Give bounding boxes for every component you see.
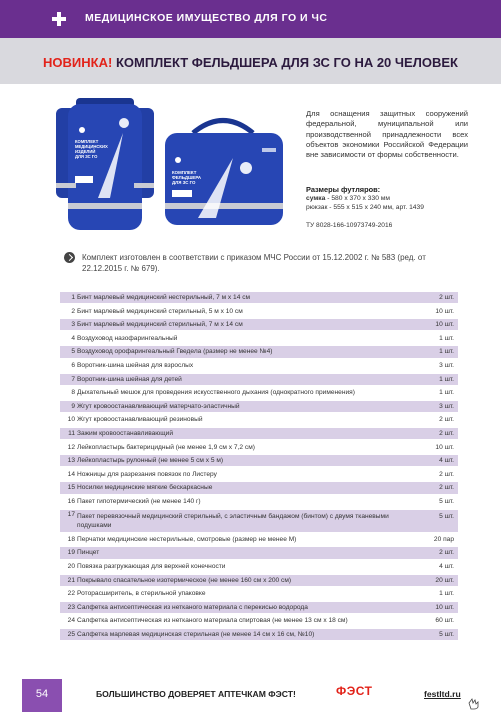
item-number: 15 xyxy=(67,484,75,492)
svg-text:КОМПЛЕКТ: КОМПЛЕКТ xyxy=(172,170,197,175)
item-quantity: 3 шт. xyxy=(439,402,454,410)
item-quantity: 1 шт. xyxy=(439,348,454,356)
bag-image xyxy=(165,121,283,226)
item-number: 11 xyxy=(68,429,75,437)
item-name: Пакет перевязочный медицинский стерильный, с эластичным бандажом (бинтом) с двумя тканевыми подушками xyxy=(77,512,389,529)
table-row xyxy=(60,547,458,558)
item-name: Салфетка антисептическая из нетканого материала спиртовая (не менее 13 см х 18 см) xyxy=(77,617,348,625)
item-number: 14 xyxy=(67,470,75,478)
table-row xyxy=(60,588,458,599)
item-quantity: 2 шт. xyxy=(439,484,454,492)
website-link[interactable]: festltd.ru xyxy=(424,689,461,699)
table-row xyxy=(60,615,458,626)
item-quantity: 2 шт. xyxy=(439,470,454,478)
item-number: 21 xyxy=(67,576,75,584)
item-name: Бинт марлевый медицинский стерильный, 5 м х 10 см xyxy=(77,307,243,315)
item-quantity: 2 шт. xyxy=(439,549,454,557)
item-name: Зажим кровоостанавливающий xyxy=(77,429,174,437)
item-number: 4 xyxy=(71,334,75,342)
item-quantity: 5 шт. xyxy=(439,497,454,505)
page-number: 54 xyxy=(35,688,49,700)
item-name: Салфетка антисептическая из нетканого материала с перекисью водорода xyxy=(77,603,308,611)
item-number: 2 xyxy=(71,307,75,315)
item-name: Пакет гипотермический (не менее 140 г) xyxy=(77,497,201,505)
svg-text:ДЛЯ ЗС ГО: ДЛЯ ЗС ГО xyxy=(172,180,196,185)
item-name: Лейкопластырь рулонный (не менее 5 см х 5 м) xyxy=(77,457,224,465)
item-number: 18 xyxy=(67,535,75,543)
footer-slogan: БОЛЬШИНСТВО ДОВЕРЯЕТ АПТЕЧКАМ ФЭСТ! xyxy=(96,689,296,699)
item-quantity: 2 шт. xyxy=(439,294,454,301)
table-row xyxy=(60,629,458,640)
item-quantity: 5 шт. xyxy=(439,512,454,520)
item-number: 20 xyxy=(67,562,75,570)
item-name: Воздуховод назофарингеальный xyxy=(77,334,178,342)
new-label: НОВИНКА! xyxy=(43,55,113,70)
svg-text:ИЗДЕЛИЙ: ИЗДЕЛИЙ xyxy=(75,149,96,154)
item-name: Бинт марлевый медицинский стерильный, 7 м х 14 см xyxy=(77,321,243,329)
item-quantity: 1 шт. xyxy=(439,590,454,598)
item-quantity: 60 шт. xyxy=(435,617,454,625)
table-row xyxy=(60,346,458,357)
svg-text:МЕДИЦИНСКИХ: МЕДИЦИНСКИХ xyxy=(75,144,108,149)
backpack-size: рюкзак - 555 x 515 x 240 мм, арт. 1439 xyxy=(306,204,424,211)
item-quantity: 10 шт. xyxy=(435,603,454,611)
item-number: 16 xyxy=(67,497,75,505)
item-quantity: 10 шт. xyxy=(435,443,454,451)
item-quantity: 1 шт. xyxy=(439,334,454,342)
item-name: Ножницы для разрезания повязок по Листеру xyxy=(77,470,217,478)
item-number: 9 xyxy=(71,402,75,410)
table-row xyxy=(60,401,458,412)
item-number: 22 xyxy=(67,590,75,598)
arrow-circle-icon xyxy=(64,252,75,263)
section-title: МЕДИЦИНСКОЕ ИМУЩЕСТВО ДЛЯ ГО И ЧС xyxy=(85,12,328,24)
item-name: Носилки медицинские мягкие бескаркасные xyxy=(77,484,213,492)
item-quantity: 20 шт. xyxy=(435,576,454,584)
product-photo xyxy=(48,88,288,238)
item-quantity: 5 шт. xyxy=(439,630,454,638)
page-title xyxy=(0,55,501,70)
backpack-image xyxy=(56,98,154,230)
item-quantity: 1 шт. xyxy=(439,375,454,383)
item-number: 12 xyxy=(67,443,75,451)
table-row xyxy=(60,455,458,466)
table-row xyxy=(60,510,458,532)
item-number: 10 xyxy=(67,416,75,424)
tu-code: ТУ 8028-166-10973749-2016 xyxy=(306,222,393,229)
svg-text:ДЛЯ ЗС ГО: ДЛЯ ЗС ГО xyxy=(75,154,98,159)
item-number: 19 xyxy=(67,549,75,557)
svg-text:ФЕЛЬДШЕРА: ФЕЛЬДШЕРА xyxy=(172,175,202,180)
item-name: Дыхательный мешок для проведения искусственного дыхания (однократного применения) xyxy=(77,389,355,397)
item-quantity: 3 шт. xyxy=(439,361,454,369)
item-number: 6 xyxy=(71,361,75,369)
item-number: 7 xyxy=(71,375,75,383)
item-name: Роторасширитель, в стерильной упаковке xyxy=(77,590,206,598)
table-row xyxy=(60,414,458,425)
table-row xyxy=(60,534,458,545)
table-row xyxy=(60,360,458,371)
items-table xyxy=(60,292,458,643)
item-number: 5 xyxy=(71,348,75,356)
item-name: Покрывало спасательное изотермическое (не менее 160 см х 200 см) xyxy=(77,576,292,584)
item-number: 25 xyxy=(67,630,75,638)
table-row xyxy=(60,319,458,330)
kit-title: КОМПЛЕКТ ФЕЛЬДШЕРА ДЛЯ ЗС ГО НА 20 ЧЕЛОВЕК xyxy=(115,55,458,70)
item-name: Жгут кровоостанавливающий резиновый xyxy=(77,416,203,424)
item-number: 3 xyxy=(71,321,75,329)
item-quantity: 2 шт. xyxy=(439,429,454,437)
table-row xyxy=(60,292,458,303)
item-name: Воротник-шина шейная для детей xyxy=(77,375,182,383)
item-quantity: 4 шт. xyxy=(439,457,454,465)
item-quantity: 4 шт. xyxy=(439,562,454,570)
bag-size: сумка - 580 x 370 x 330 мм xyxy=(306,195,390,202)
cursor-icon xyxy=(468,698,480,710)
table-row xyxy=(60,602,458,613)
item-name: Салфетка марлевая медицинская стерильная (не менее 14 см х 16 см, №10) xyxy=(77,630,315,638)
table-row xyxy=(60,496,458,507)
item-name: Бинт марлевый медицинский нестерильный, 7 м х 14 см xyxy=(77,294,251,301)
item-quantity: 10 шт. xyxy=(435,321,454,329)
table-row xyxy=(60,469,458,480)
table-row xyxy=(60,333,458,344)
item-name: Жгут кровоостанавливающий матерчато-эластичный xyxy=(77,402,240,410)
table-row xyxy=(60,442,458,453)
item-number: 17 xyxy=(67,510,75,518)
sizes-heading: Размеры футляров: xyxy=(306,185,381,194)
kit-description: Для оснащения защитных сооружений федеральной, муниципальной или производственной принадлежности всех объектов экономики Российской Федерации вне зависимости от формы собственности. xyxy=(306,109,468,160)
table-row xyxy=(60,428,458,439)
table-row xyxy=(60,374,458,385)
table-row xyxy=(60,387,458,398)
brand-logo: ФЭСТ xyxy=(336,684,373,698)
table-row xyxy=(60,482,458,493)
header-bar xyxy=(0,0,501,38)
item-name: Пинцет xyxy=(77,549,100,557)
table-row xyxy=(60,561,458,572)
item-number: 1 xyxy=(71,294,75,301)
item-name: Воротник-шина шейная для взрослых xyxy=(77,361,194,369)
svg-text:КОМПЛЕКТ: КОМПЛЕКТ xyxy=(75,139,99,144)
item-number: 24 xyxy=(67,617,75,625)
item-name: Воздуховод орофарингеальный Гведела (размер не менее №4) xyxy=(77,348,273,356)
item-name: Лейкопластырь бактерицидный (не менее 1,9 см х 7,2 см) xyxy=(77,443,255,451)
medical-cross-icon xyxy=(52,12,66,26)
item-name: Повязка разгружающая для верхней конечности xyxy=(77,562,226,570)
item-quantity: 10 шт. xyxy=(435,307,454,315)
table-row xyxy=(60,306,458,317)
compliance-note: Комплект изготовлен в соответствии с приказом МЧС России от 15.12.2002 г. № 583 (ред. от 22.12.2015 г. № 679). xyxy=(82,253,426,273)
item-number: 23 xyxy=(67,603,75,611)
item-number: 13 xyxy=(67,457,75,465)
item-quantity: 20 пар xyxy=(433,535,454,543)
page-number-box xyxy=(22,679,62,712)
table-row xyxy=(60,575,458,586)
item-quantity: 1 шт. xyxy=(439,389,454,397)
item-quantity: 2 шт. xyxy=(439,416,454,424)
item-number: 8 xyxy=(71,389,75,397)
item-name: Перчатки медицинские нестерильные, смотровые (размер не менее М) xyxy=(77,535,297,543)
